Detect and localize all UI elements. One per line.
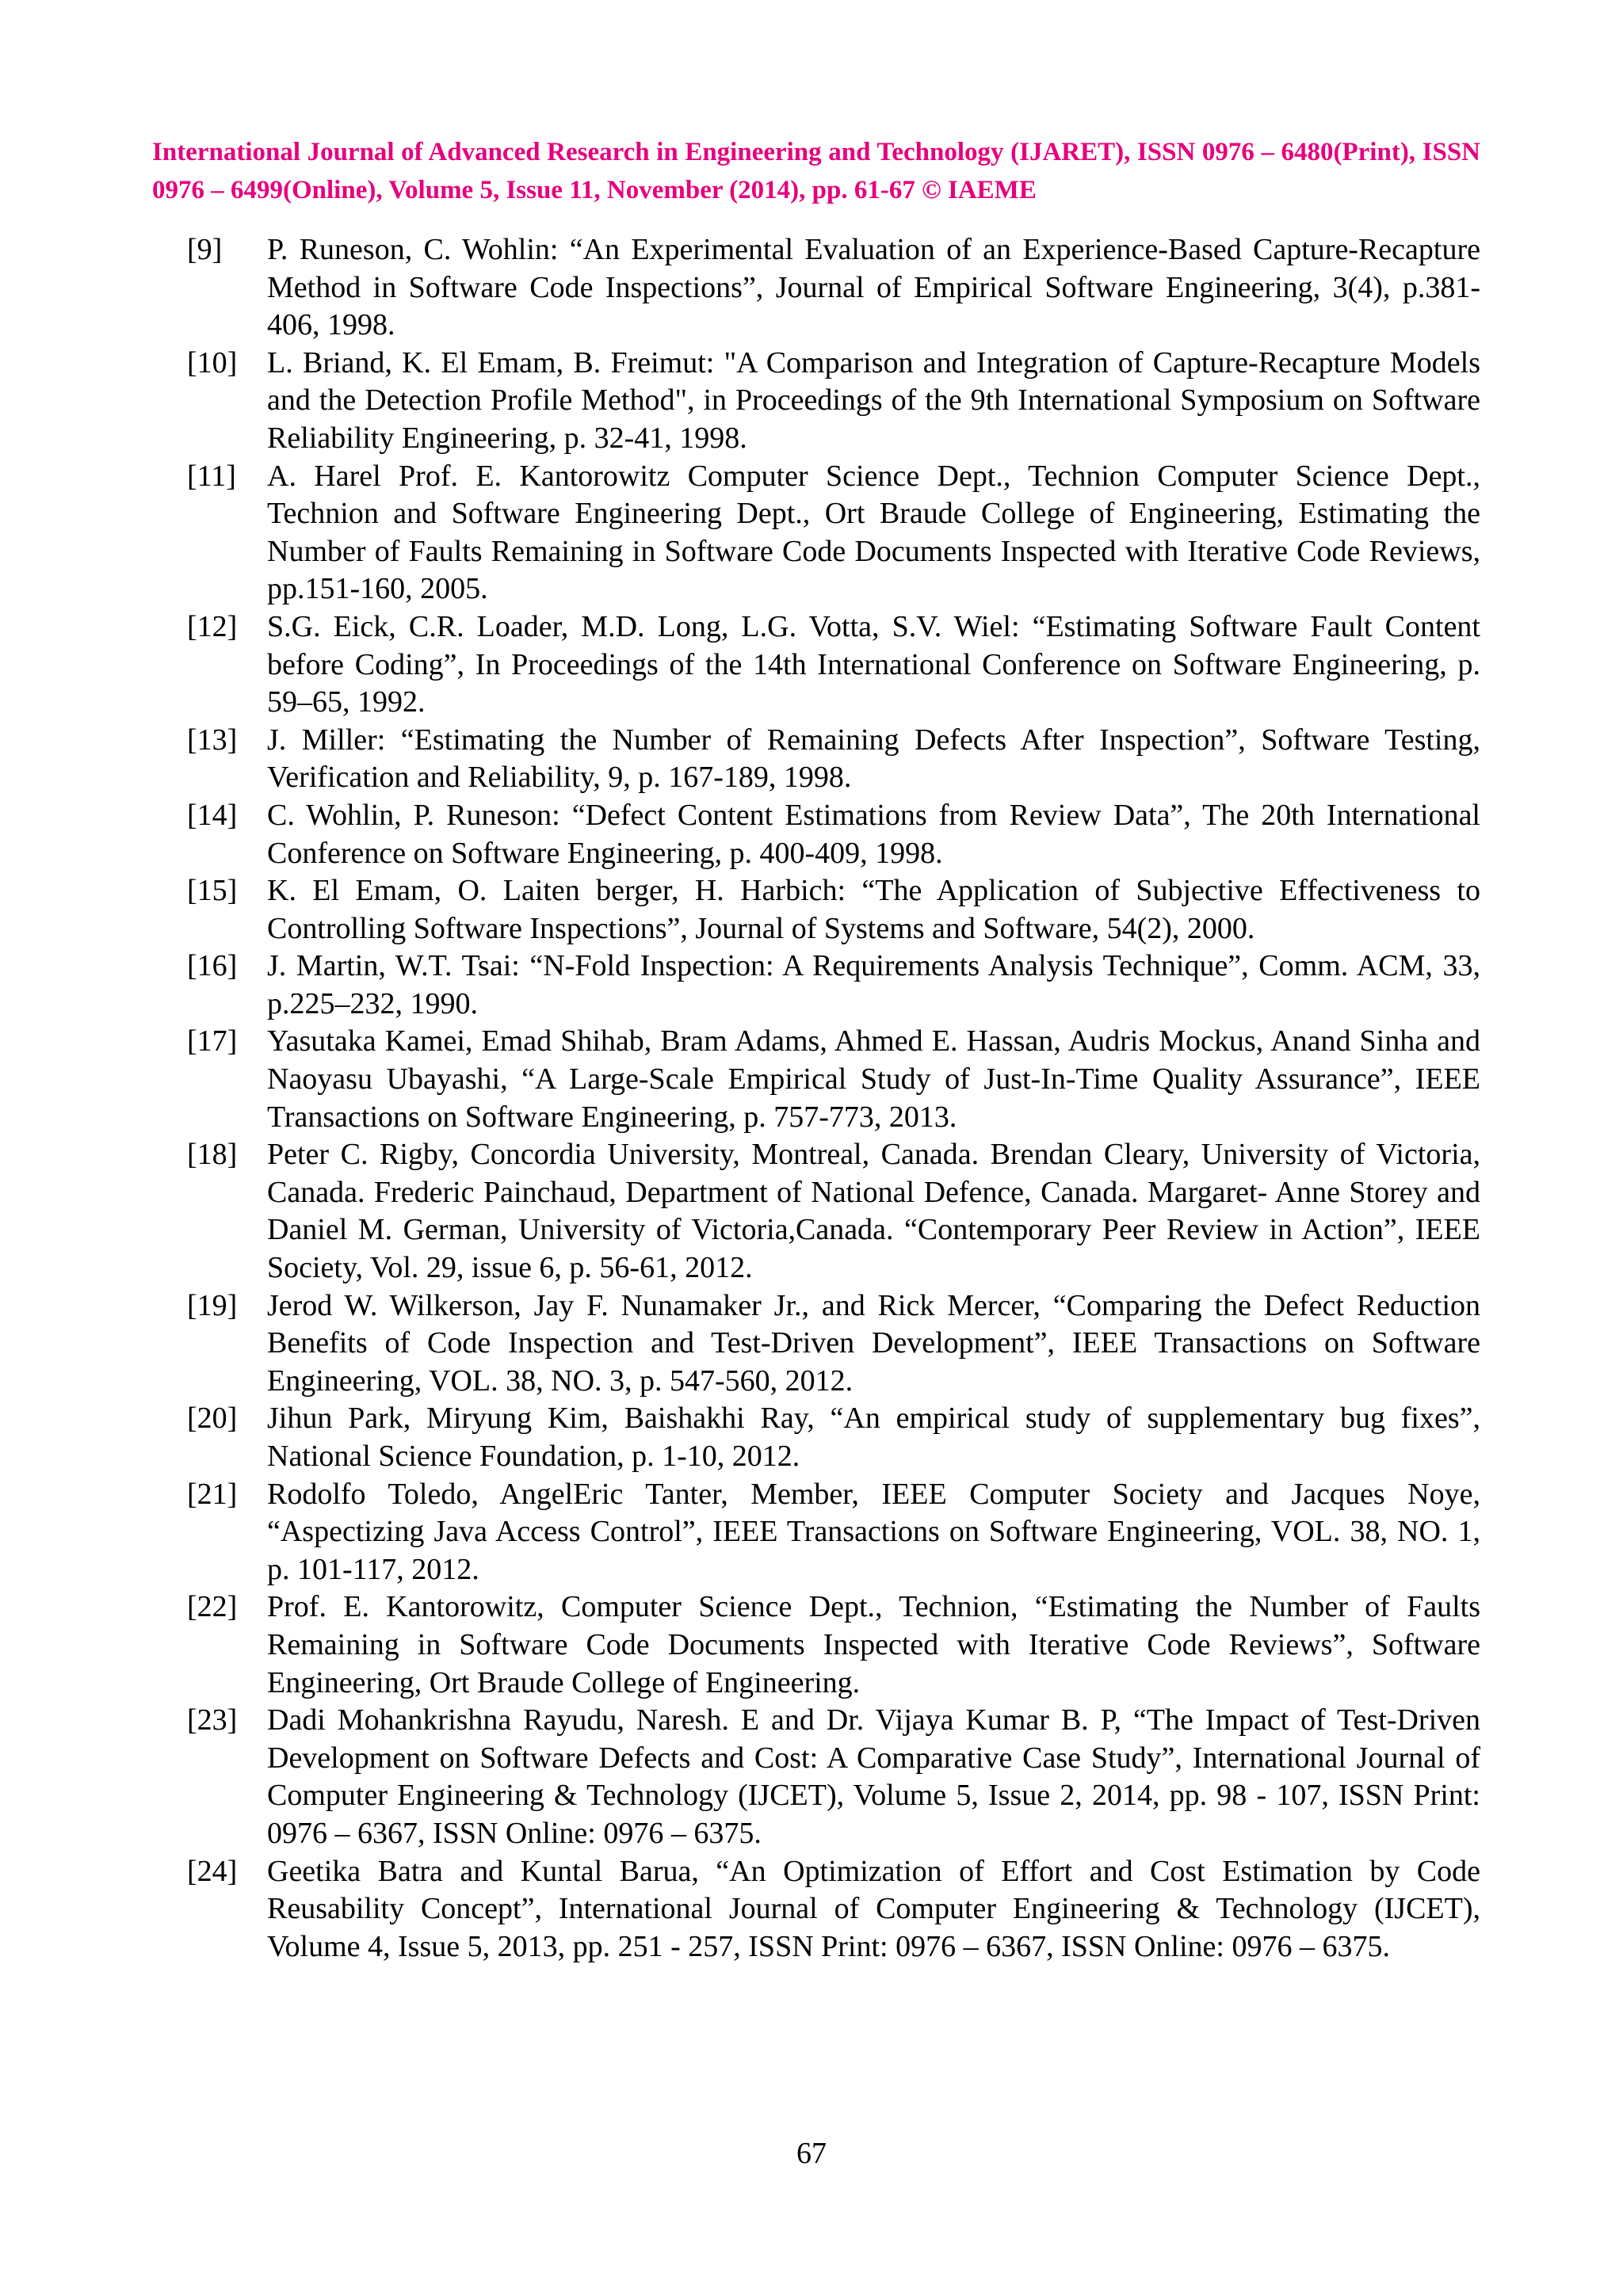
reference-item	[187, 1702, 1480, 1852]
reference-item	[187, 1023, 1480, 1136]
reference-item	[187, 1287, 1480, 1401]
reference-item	[187, 458, 1480, 608]
reference-text: Peter C. Rigby, Concordia University, Montreal, Canada. Brendan Cleary, University of Victoria, Canada. Frederic Painchaud, Department of National Defence, Canada. Margaret- Anne Storey and Daniel M. German, University of Victoria,Canada. “Contemporary Peer Review in Action”, IEEE Society, Vol. 29, issue 6, p. 56-61, 2012.	[267, 1138, 1480, 1285]
reference-text: Jihun Park, Miryung Kim, Baishakhi Ray, “An empirical study of supplementary bug fixes”, National Science Foundation, p. 1-10, 2012.	[267, 1402, 1480, 1473]
reference-text: A. Harel Prof. E. Kantorowitz Computer Science Dept., Technion Computer Science Dept., Technion and Software Engineering Dept., Ort Braude College of Engineering, Estimating the Number of Faults Remaining in Software Code Documents Inspected with Iterative Code Reviews, pp.151-160, 2005.	[267, 459, 1480, 606]
reference-item	[187, 722, 1480, 797]
reference-number: [12]	[187, 609, 238, 643]
reference-item	[187, 948, 1480, 1023]
reference-text: K. El Emam, O. Laiten berger, H. Harbich: “The Application of Subjective Effectiveness to Controlling Software Inspections”, Journal of Systems and Software, 54(2), 2000.	[267, 874, 1480, 945]
reference-item	[187, 797, 1480, 872]
reference-number: [11]	[187, 459, 236, 493]
reference-item	[187, 345, 1480, 458]
reference-number: [9]	[187, 233, 223, 266]
reference-text: S.G. Eick, C.R. Loader, M.D. Long, L.G. Votta, S.V. Wiel: “Estimating Software Fault Content before Coding”, In Proceedings of the 14th International Conference on Software Engineering, p. 59–65, 1992.	[267, 609, 1480, 719]
page-number: 67	[796, 2137, 827, 2170]
reference-item	[187, 608, 1480, 722]
reference-number: [24]	[187, 1854, 238, 1888]
reference-item	[187, 1853, 1480, 1966]
reference-number: [20]	[187, 1402, 238, 1436]
reference-text: J. Martin, W.T. Tsai: “N-Fold Inspection: A Requirements Analysis Technique”, Comm. ACM, 33, p.225–232, 1990.	[267, 949, 1480, 1020]
reference-text: L. Briand, K. El Emam, B. Freimut: "A Comparison and Integration of Capture-Recapture Models and the Detection Profile Method", in Proceedings of the 9th International Symposium on Software Reliability Engineering, p. 32-41, 1998.	[267, 345, 1480, 455]
reference-item	[187, 1589, 1480, 1702]
reference-text: C. Wohlin, P. Runeson: “Defect Content Estimations from Review Data”, The 20th International Conference on Software Engineering, p. 400-409, 1998.	[267, 798, 1480, 870]
reference-number: [14]	[187, 798, 238, 832]
reference-number: [17]	[187, 1024, 238, 1058]
reference-number: [23]	[187, 1703, 238, 1737]
reference-text: Jerod W. Wilkerson, Jay F. Nunamaker Jr., and Rick Mercer, “Comparing the Defect Reduction Benefits of Code Inspection and Test-Driven Development”, IEEE Transactions on Software Engineering, VOL. 38, NO. 3, p. 547-560, 2012.	[267, 1288, 1480, 1398]
reference-text: Yasutaka Kamei, Emad Shihab, Bram Adams, Ahmed E. Hassan, Audris Mockus, Anand Sinha and Naoyasu Ubayashi, “A Large-Scale Empirical Study of Just-In-Time Quality Assurance”, IEEE Transactions on Software Engineering, p. 757-773, 2013.	[267, 1024, 1480, 1134]
reference-item	[187, 1136, 1480, 1287]
reference-number: [21]	[187, 1477, 238, 1511]
reference-text: Geetika Batra and Kuntal Barua, “An Optimization of Effort and Cost Estimation by Code Reusability Concept”, International Journal of Computer Engineering & Technology (IJCET), Volume 4, Issue 5, 2013, pp. 251 - 257, ISSN Print: 0976 – 6367, ISSN Online: 0976 – 6375.	[267, 1854, 1480, 1963]
reference-text: Dadi Mohankrishna Rayudu, Naresh. E and Dr. Vijaya Kumar B. P, “The Impact of Test-Driven Development on Software Defects and Cost: A Comparative Case Study”, International Journal of Computer Engineering & Technology (IJCET), Volume 5, Issue 2, 2014, pp. 98 - 107, ISSN Print: 0976 – 6367, ISSN Online: 0976 – 6375.	[267, 1703, 1480, 1850]
reference-text: P. Runeson, C. Wohlin: “An Experimental Evaluation of an Experience-Based Capture-Recapture Method in Software Code Inspections”, Journal of Empirical Software Engineering, 3(4), p.381-406, 1998.	[267, 233, 1480, 342]
reference-number: [16]	[187, 949, 238, 983]
reference-number: [18]	[187, 1138, 238, 1172]
reference-item	[187, 1476, 1480, 1589]
reference-number: [19]	[187, 1288, 238, 1322]
reference-item	[187, 872, 1480, 948]
reference-text: Prof. E. Kantorowitz, Computer Science Dept., Technion, “Estimating the Number of Faults Remaining in Software Code Documents Inspected with Iterative Code Reviews”, Software Engineering, Ort Braude College of Engineering.	[267, 1590, 1480, 1699]
reference-item	[187, 1400, 1480, 1475]
reference-number: [10]	[187, 345, 238, 379]
reference-list	[187, 231, 1480, 1966]
reference-text: J. Miller: “Estimating the Number of Remaining Defects After Inspection”, Software Testing, Verification and Reliability, 9, p. 167-189, 1998.	[267, 723, 1480, 795]
journal-header: International Journal of Advanced Research in Engineering and Technology (IJARET), ISSN 0976 – 6480(Print), ISSN 0976 – 6499(Online), Volume 5, Issue 11, November (2014), pp. 61-67 © IAEME	[152, 138, 1480, 204]
reference-text: Rodolfo Toledo, AngelEric Tanter, Member, IEEE Computer Society and Jacques Noye, “Aspectizing Java Access Control”, IEEE Transactions on Software Engineering, VOL. 38, NO. 1, p. 101-117, 2012.	[267, 1477, 1480, 1586]
reference-number: [15]	[187, 874, 238, 908]
reference-number: [22]	[187, 1590, 238, 1624]
reference-item	[187, 231, 1480, 345]
reference-number: [13]	[187, 723, 238, 757]
